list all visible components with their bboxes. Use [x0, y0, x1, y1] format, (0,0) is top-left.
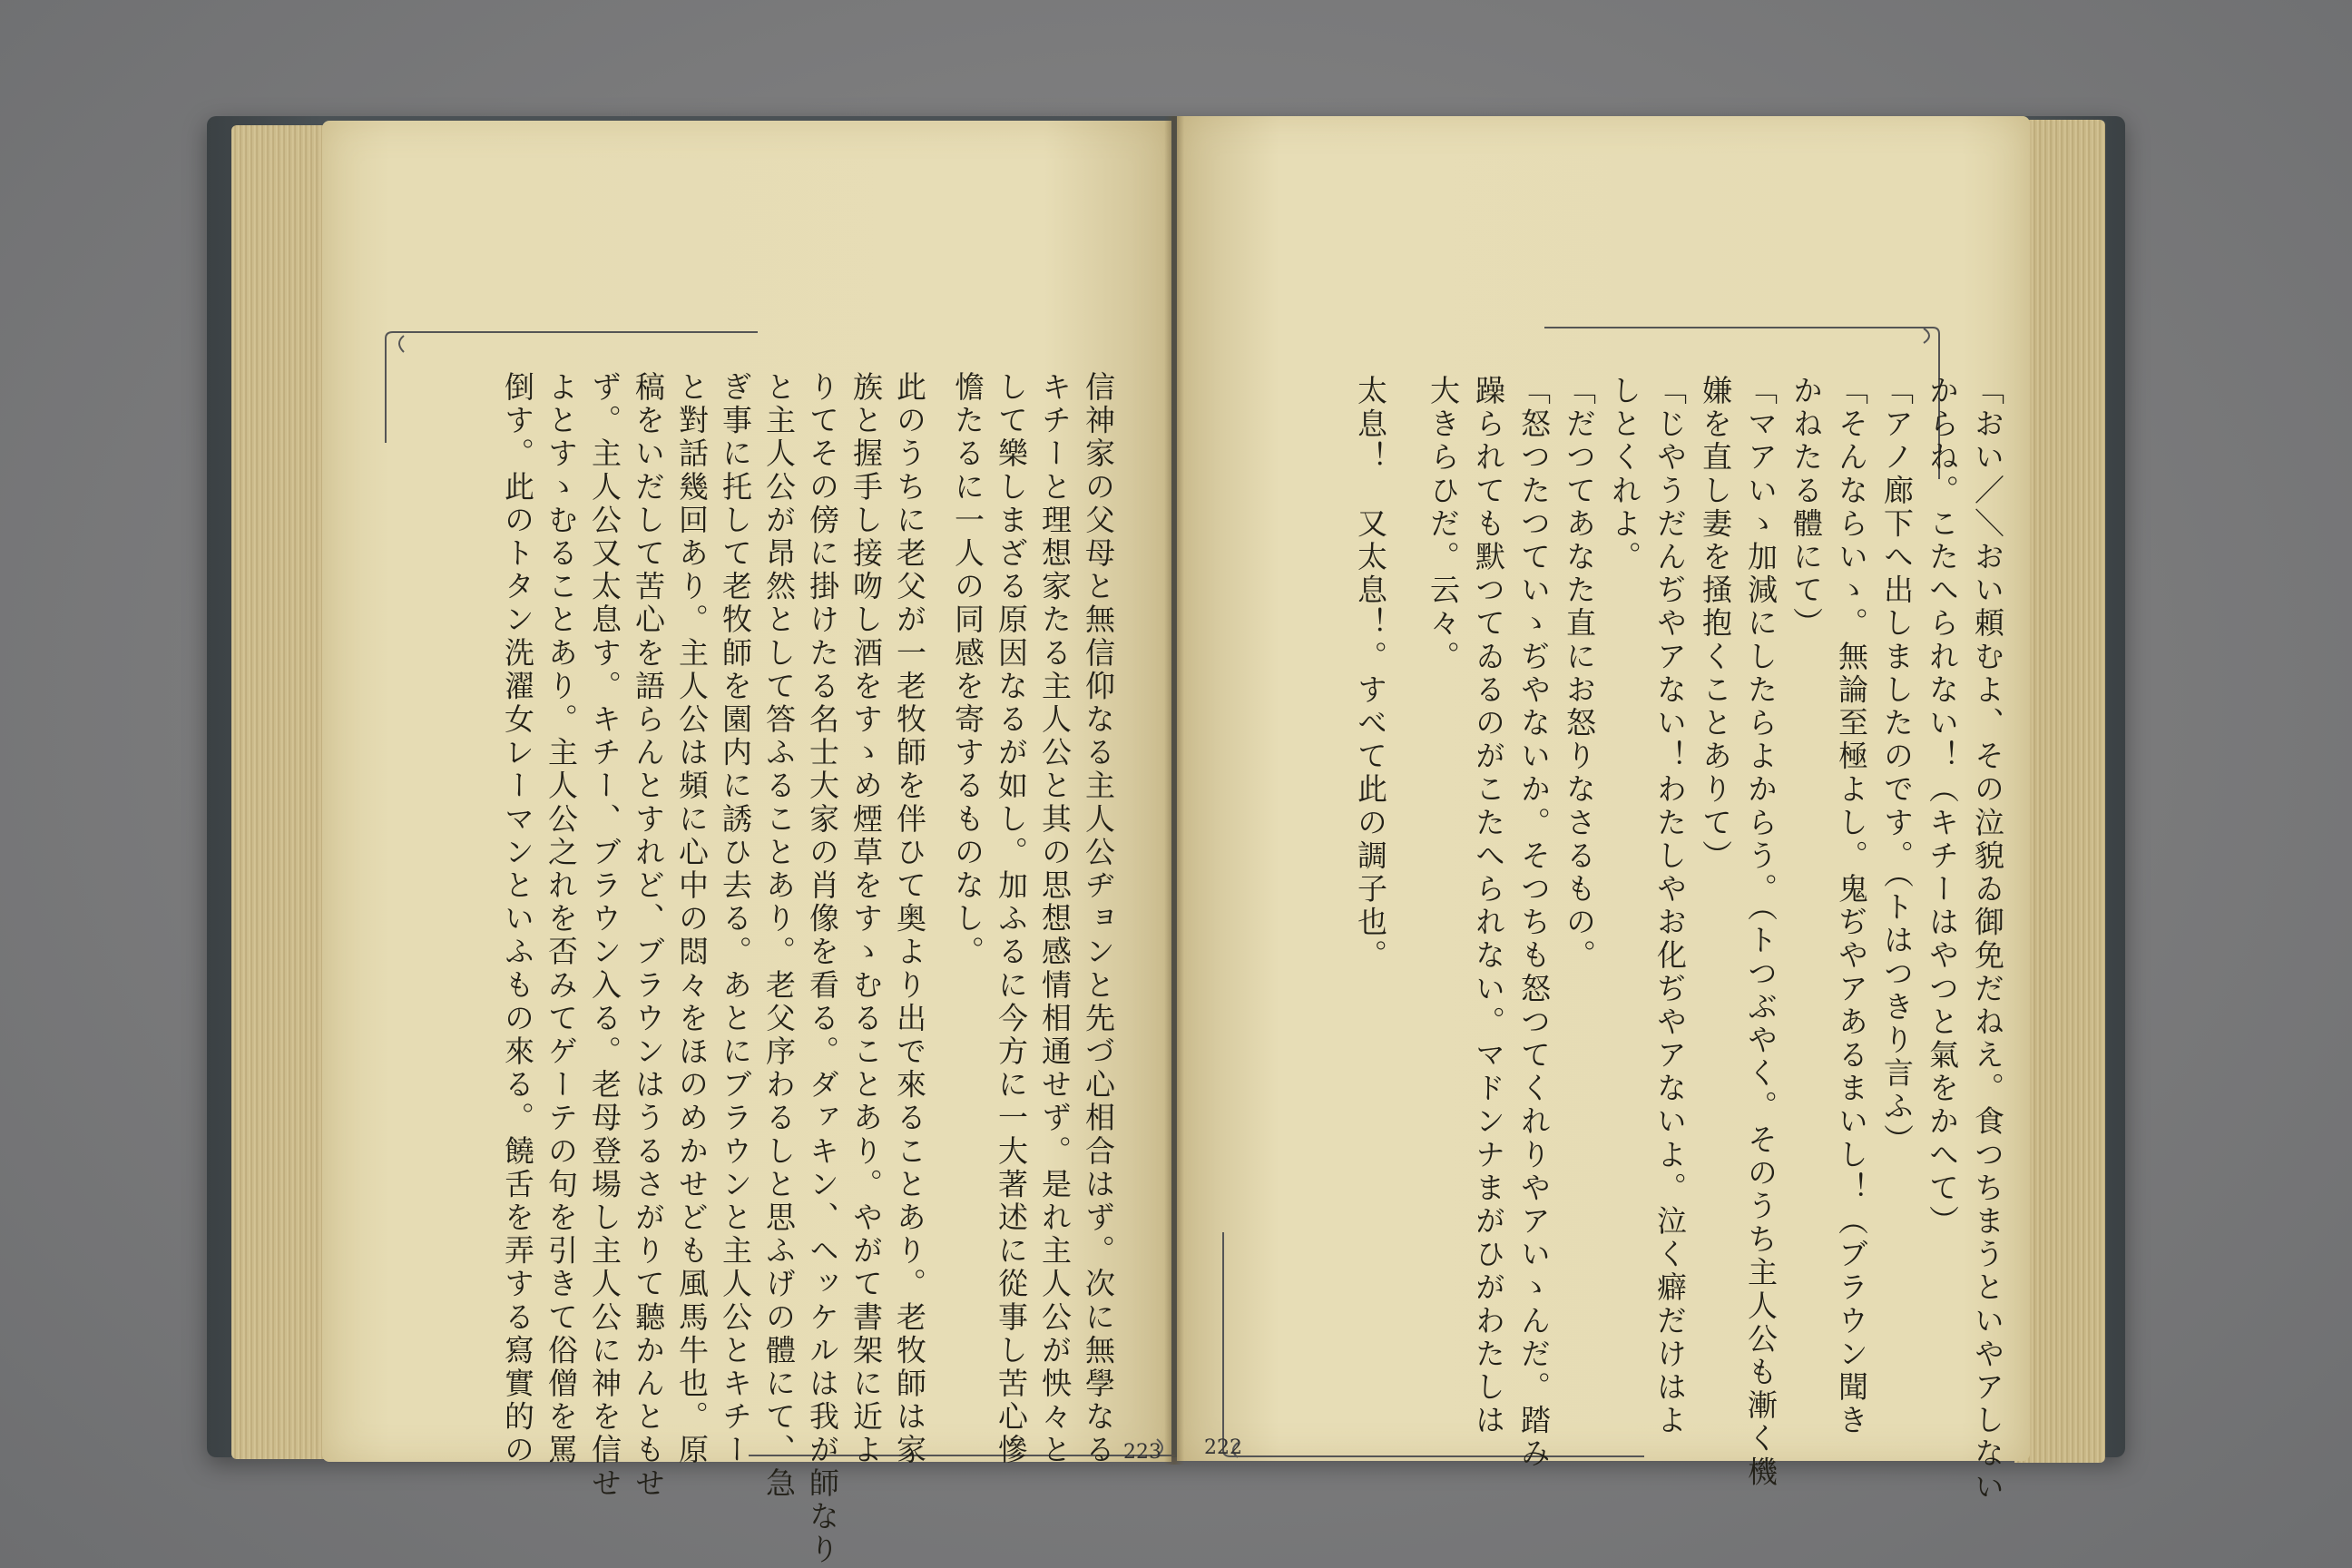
text-column: 「アノ廊下へ出しましたのです。（トはつきり言ふ） [1879, 375, 1915, 1157]
text-column: 躁られても默つてゐるのがこたへられない。マドンナまがひがわたしは [1471, 375, 1506, 1438]
book-gutter [1164, 116, 1184, 1465]
text-column: 「おい／＼おい頼むよ、その泣貌ゐ御免だねえ。食つちまうといやアしない [1970, 375, 2005, 1504]
text-column: 稿をいだして苦心を語らんとすれど、ブラウンはうるさがりて聽かんともせ [631, 371, 666, 1501]
text-column: かねたる體にて） [1788, 375, 1824, 641]
text-column: よとすゝむることあり。主人公之れを否みてゲーテの句を引きて俗僧を罵 [544, 371, 579, 1467]
left-text-block [424, 371, 1116, 1567]
text-column: ず。主人公又太息す。キチー、ブラウン入る。老母登場し主人公に神を信せ [587, 371, 622, 1501]
right-page [1177, 116, 2030, 1504]
text-column: と主人公が昂然として答ふることあり。老父序わるしと思ふげの體にて、急 [761, 371, 797, 1501]
text-column: 嫌を直し妻を掻抱くことありて） [1698, 375, 1733, 873]
text-column: ぎ事に托して老牧師を園内に誘ひ去る。あとにブラウンと主人公とキチー [718, 371, 753, 1467]
page-edges-left [231, 125, 331, 1459]
text-column: 此のうちに老父が一老牧師を伴ひて奥より出で來ることあり。老牧師は家 [892, 371, 927, 1467]
page-number-right: 222 [1204, 1436, 1242, 1459]
text-column: 信神家の父母と無信仰なる主人公ヂョンと先づ心相合はず。次に無學なる [1081, 371, 1116, 1467]
text-column: と對話幾回あり。主人公は頻に心中の悶々をほのめかせども風馬牛也。原 [674, 371, 710, 1467]
text-column: 族と握手し接吻し酒をすゝめ煙草をすゝむることあり。やがて書架に近よ [848, 371, 884, 1467]
right-text-block [1277, 375, 2005, 1504]
text-column: しとくれよ。 [1607, 375, 1642, 574]
text-column: 「マアいゝ加減にしたらよからう。（トつぶやく。そのうち主人公も漸く機 [1743, 375, 1779, 1489]
text-column: 「怒つたつていゝぢやないか。そつちも怒つてくれりやアいゝんだ。踏み [1516, 375, 1552, 1471]
text-column: からね。こたへられない！（キチーはやつと氣をかへて） [1925, 375, 1960, 1239]
text-column: 大きらひだ。云々。 [1426, 375, 1461, 674]
text-column: 「だつてあなた直にお怒りなさるもの。 [1562, 375, 1597, 973]
text-column: 「そんならいゝ。無論至極よし。鬼ぢやアあるまいし！（ブラウン聞き [1834, 375, 1869, 1438]
text-column: 「じやうだんぢやアない！わたしやお化ぢやアないよ。泣く癖だけはよ [1652, 375, 1688, 1438]
left-page [322, 121, 1171, 1567]
page-number-left: 223 [1123, 1441, 1161, 1464]
text-column: りてその傍に掛けたる名士大家の肖像を看る。ダァキン、ヘッケルは我が師なり [805, 371, 840, 1567]
text-column: 憺たるに一人の同感を寄するものなし。 [950, 371, 985, 969]
text-column: して樂しまざる原因なるが如し。加ふるに今方に一大著述に從事し苦心慘 [994, 371, 1029, 1467]
text-column: キチーと理想家たる主人公と其の思想感情相通せず。是れ主人公が怏々と [1037, 371, 1073, 1467]
text-column: 倒す。此のトタン洗濯女レーマンといふもの來る。饒舌を弄する寫實的の [500, 371, 535, 1467]
text-column: 太息！ 又太息！。すべて此の調子也。 [1353, 375, 1388, 973]
